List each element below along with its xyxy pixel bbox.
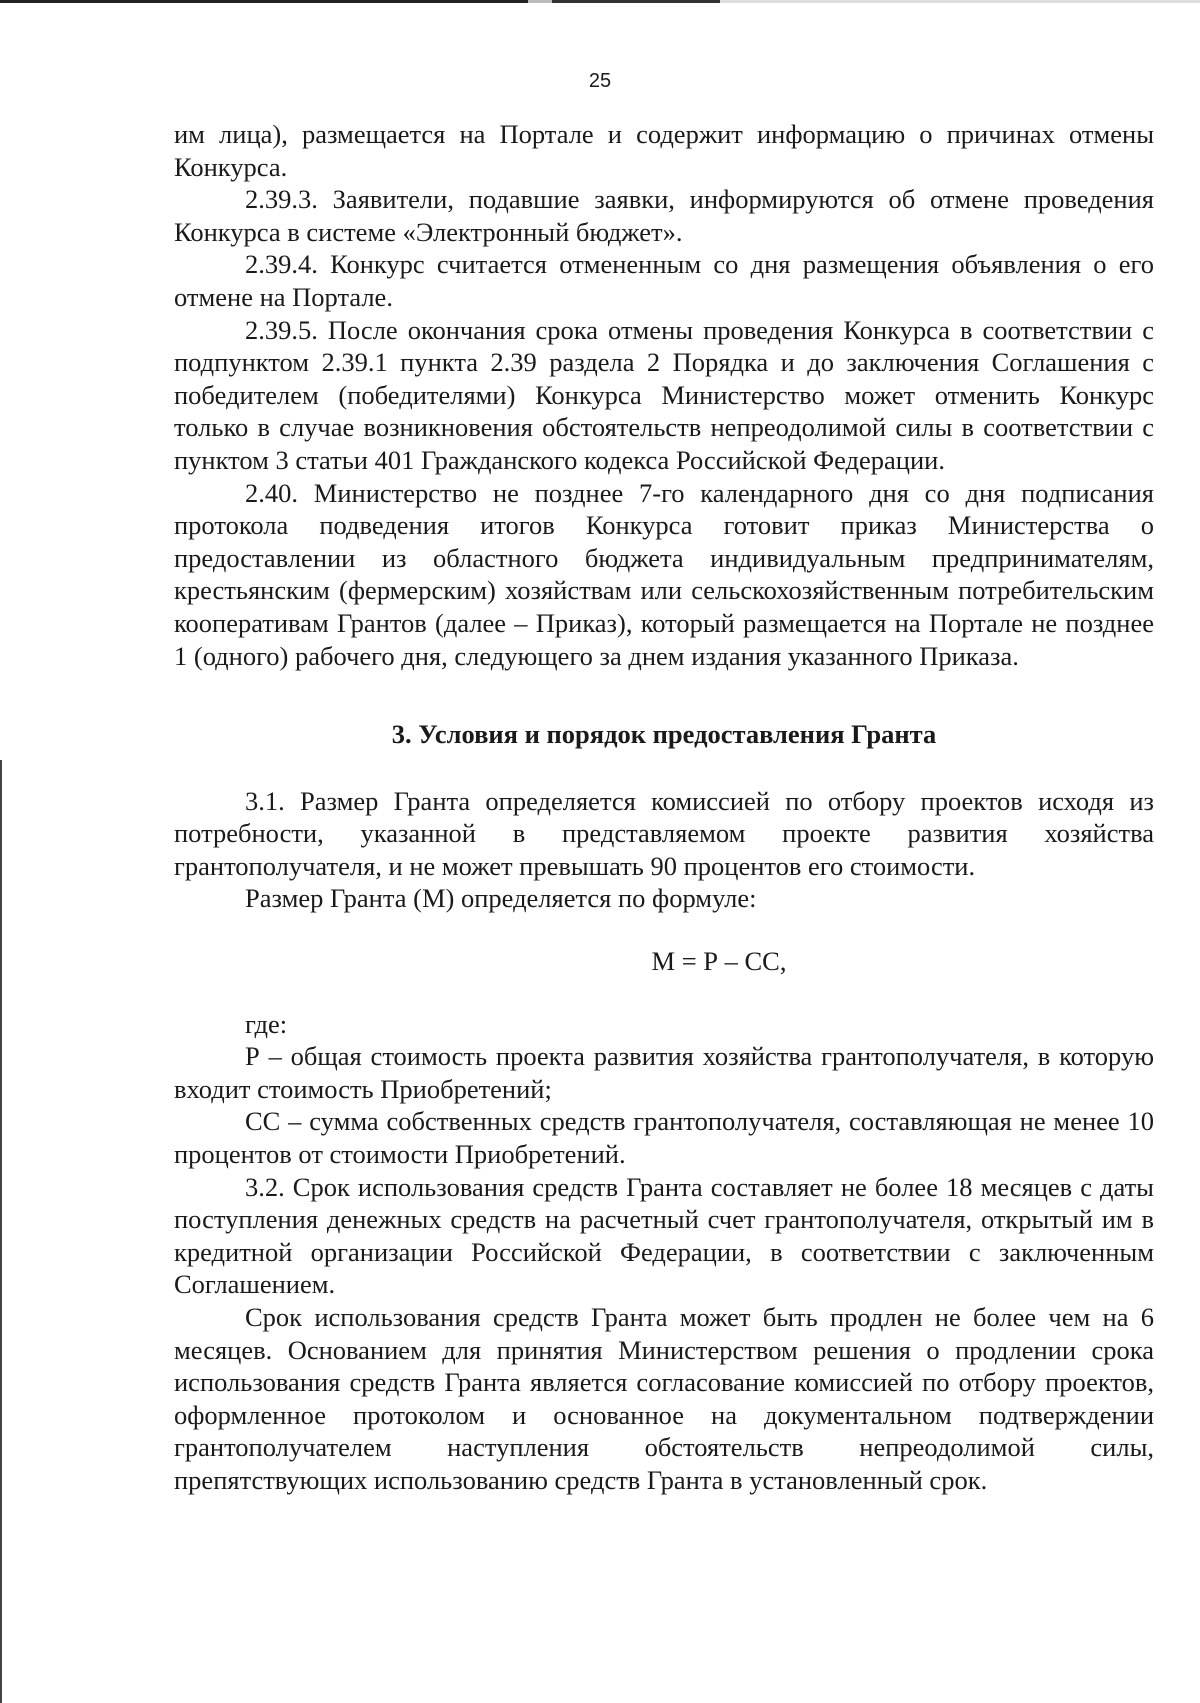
- paragraph: 3.2. Срок использования средств Гранта составляет не более 18 месяцев с даты поступления денежных средств на расчетный счет грантополучателя, открытый им в кредитной организации Российской Федерации, в соответствии с заключенным Соглашением.: [174, 1171, 1154, 1300]
- definition: СС – сумма собственных средств грантополучателя, составляющая не менее 10 процентов от стоимости Приобретений.: [174, 1106, 1154, 1170]
- paragraph: 2.39.5. После окончания срока отмены проведения Конкурса в соответствии с подпунктом 2.39.1 пункта 2.39 раздела 2 Порядка и до заключения Соглашения с победителем (победителями) Конкурса Министерство может отменить Конкурс только в случае возникновения обстоятельств непреодолимой силы в соответствии с пунктом 3 статьи 401 Гражданского кодекса Российской Федерации.: [174, 314, 1154, 475]
- paragraph: 2.39.4. Конкурс считается отмененным со дня размещения объявления о его отмене на Портале.: [174, 249, 1154, 312]
- page-number: 25: [588, 70, 612, 92]
- where-label: где:: [245, 1008, 288, 1039]
- paragraph: Срок использования средств Гранта может быть продлен не более чем на 6 месяцев. Основанием для принятия Министерством решения о продлении срока использования средств Гранта является согласование комиссией по отбору проектов, оформленное протоколом и основанное на документальном подтверждении грантополучателем наступления обстоятельств непреодолимой силы, препятствующих использованию средств Гранта в установленный срок.: [174, 1302, 1154, 1495]
- formula: М = Р – СС,: [651, 946, 787, 977]
- paragraph: Размер Гранта (М) определяется по формуле:: [245, 883, 757, 914]
- paragraph: 2.39.3. Заявители, подавшие заявки, информируются об отмене проведения Конкурса в системе «Электронный бюджет».: [174, 184, 1154, 247]
- paragraph: 2.40. Министерство не позднее 7-го календарного дня со дня подписания протокола подведения итогов Конкурса готовит приказ Министерства о предоставлении из областного бюджета индивидуальным предпринимателям, крестьянским (фермерским) хозяйствам или сельскохозяйственным потребительским кооперативам Грантов (далее – Приказ), который размещается на Портале не позднее 1 (одного) рабочего дня, следующего за днем издания указанного Приказа.: [174, 477, 1154, 671]
- paragraph: им лица), размещается на Портале и содержит информацию о причинах отмены Конкурса.: [174, 119, 1154, 182]
- definition: Р – общая стоимость проекта развития хозяйства грантополучателя, в которую входит стоимость Приобретений;: [174, 1041, 1154, 1104]
- document-body: [174, 118, 1154, 1497]
- scan-edge-top: [0, 0, 1200, 3]
- section-heading: 3. Условия и порядок предоставления Гранта: [391, 719, 937, 750]
- paragraph: 3.1. Размер Гранта определяется комиссией по отбору проектов исходя из потребности, указанной в представляемом проекте развития хозяйства грантополучателя, и не может превышать 90 процентов его стоимости.: [174, 785, 1154, 881]
- scan-edge-left: [0, 760, 2, 1703]
